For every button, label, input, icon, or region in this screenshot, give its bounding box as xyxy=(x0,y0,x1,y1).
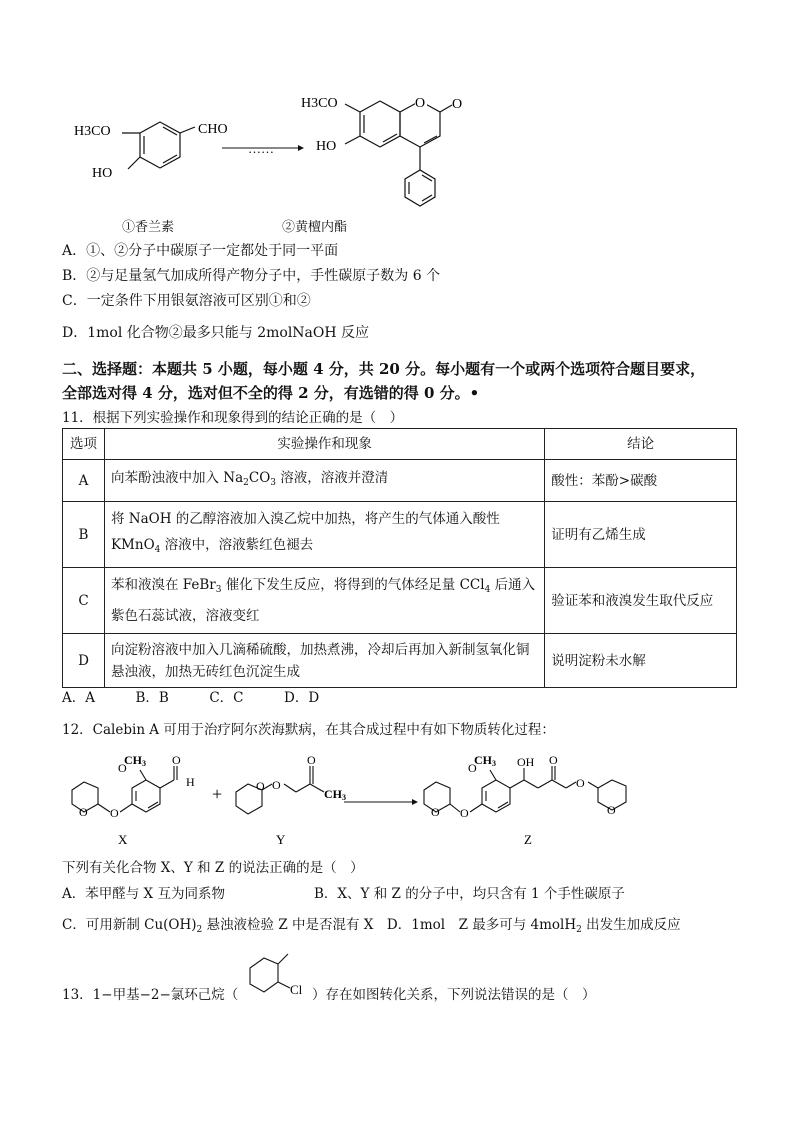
y-ring-o: O xyxy=(256,779,265,793)
table-row xyxy=(63,568,737,634)
z-ring-o: O xyxy=(431,805,440,819)
q12-option-b: B．X、Y 和 Z 的分子中，均只含有 1 个手性碳原子 xyxy=(314,886,625,902)
structure-label-vanillin: ①香兰素 xyxy=(122,220,175,235)
table-header-row xyxy=(63,429,737,460)
dalbergin-structure xyxy=(345,101,452,206)
row-option: B xyxy=(63,502,105,568)
compound-z-structure xyxy=(424,766,626,812)
table-row xyxy=(63,634,737,688)
dalbergin-h3co: H3CO xyxy=(301,96,338,111)
header-operation: 实验操作和现象 xyxy=(104,429,544,460)
z-ether-o2: O xyxy=(576,776,585,790)
label-x: X xyxy=(118,832,128,847)
reaction-arrow-dots: …… xyxy=(248,141,274,156)
table-row xyxy=(63,460,737,502)
z-ch3: CH3 xyxy=(474,753,496,768)
row-operation: 苯和液溴在 FeBr$_3$ 催化下发生反应，将得到的气体经足量 CCl$_4$ 后通入 紫色石蕊试液，溶液变红 xyxy=(104,568,544,634)
row-option: C xyxy=(63,568,105,634)
chlorine-label: Cl xyxy=(290,982,303,997)
dalbergin-ring-o: O xyxy=(415,96,426,111)
x-aldehyde-h: H xyxy=(186,775,195,789)
row-conclusion: 验证苯和液溴发生取代反应 xyxy=(545,568,737,634)
vanillin-ho: HO xyxy=(92,166,113,181)
dalbergin-carbonyl-o: O xyxy=(452,97,463,112)
x-ether-o: O xyxy=(110,806,119,820)
row-operation: 向淀粉溶液中加入几滴稀硫酸，加热煮沸，冷却后再加入新制氢氧化铜 悬浊液，加热无砖红色沉淀生成 xyxy=(104,634,544,688)
z-oh: OH xyxy=(517,755,535,769)
vanillin-cho: CHO xyxy=(198,122,228,137)
header-option: 选项 xyxy=(63,429,105,460)
y-ether-o: O xyxy=(272,778,281,792)
q12-option-c-d: C．可用新制 $Cu(OH)_2$ 悬浊液检验 Z 中是否混有 X D．1mol Z 最多可与 4molH$_2$ 出发生加成反应 xyxy=(62,917,681,935)
q12-question: 下列有关化合物 X、Y 和 Z 的说法正确的是（ ） xyxy=(62,860,364,876)
cyclohexane-structure xyxy=(244,950,316,1002)
x-methoxy-o: O xyxy=(118,761,127,775)
q10-option-b: B．②与足量氢气加成所得产物分子中，手性碳原子数为 6 个 xyxy=(62,268,441,284)
q12-reaction-scheme xyxy=(62,752,662,852)
plus-sign: + xyxy=(212,784,223,804)
x-ring-o: O xyxy=(79,805,88,819)
table-row xyxy=(63,502,737,568)
z-carbonyl-o: O xyxy=(549,753,558,767)
label-z: Z xyxy=(524,832,532,847)
row-operation: 向苯酚浊液中加入 $Na_2CO_3$ 溶液，溶液并澄清 xyxy=(104,460,544,502)
q10-option-c: C．一定条件下用银氨溶液可区别①和② xyxy=(62,293,311,309)
row-conclusion: 证明有乙烯生成 xyxy=(545,502,737,568)
q13-stem-part2: ）存在如图转化关系，下列说法错误的是（ ） xyxy=(312,987,596,1003)
row-option: A xyxy=(63,460,105,502)
q12-stem: 12．Calebin A 可用于治疗阿尔茨海默病，在其合成过程中有如下物质转化过程： xyxy=(62,722,555,738)
header-conclusion: 结论 xyxy=(545,429,737,460)
row-conclusion: 说明淀粉未水解 xyxy=(545,634,737,688)
q12-option-a: A．苯甲醛与 X 互为同系物 xyxy=(62,886,225,902)
q11-answers: A．A B．B C．C D．D xyxy=(62,690,320,706)
dalbergin-ho: HO xyxy=(316,139,337,154)
y-carbonyl-o: O xyxy=(307,753,316,767)
row-option: D xyxy=(63,634,105,688)
vanillin-structure xyxy=(122,122,195,169)
row-conclusion: 酸性：苯酚>碳酸 xyxy=(545,460,737,502)
q11-table xyxy=(62,428,737,688)
z-methoxy-o: O xyxy=(468,761,477,775)
vanillin-h3co: H3CO xyxy=(74,124,111,139)
label-y: Y xyxy=(276,832,286,847)
section2-heading-line1: 二、选择题：本题共 5 小题，每小题 4 分，共 20 分。每小题有一个或两个选项符合题目要求， xyxy=(62,360,706,378)
q11-stem: 11．根据下列实验操作和现象得到的结论正确的是（ ） xyxy=(62,410,404,426)
q10-option-d: D．1mol 化合物②最多只能与 2molNaOH 反应 xyxy=(62,325,370,341)
y-ch3: CH3 xyxy=(324,787,346,802)
x-ch3: CH3 xyxy=(124,753,146,768)
row-operation: 将 NaOH 的乙醇溶液加入溴乙烷中加热，将产生的气体通入酸性 KMnO$_4$ 溶液中，溶液紫红色褪去 xyxy=(104,502,544,568)
x-aldehyde-o: O xyxy=(172,753,181,767)
q13-stem-part1: 13．1−甲基−2−氯环己烷（ xyxy=(62,987,239,1003)
z-ring-o2: O xyxy=(607,803,616,817)
z-ether-o: O xyxy=(460,806,469,820)
structure-label-dalbergin: ②黄檀内酯 xyxy=(282,220,348,235)
q10-option-a: A．①、②分子中碳原子一定都处于同一平面 xyxy=(62,243,339,259)
section2-heading-line2: 全部选对得 4 分，选对但不全的得 2 分，有选错的得 0 分。• xyxy=(62,384,480,402)
